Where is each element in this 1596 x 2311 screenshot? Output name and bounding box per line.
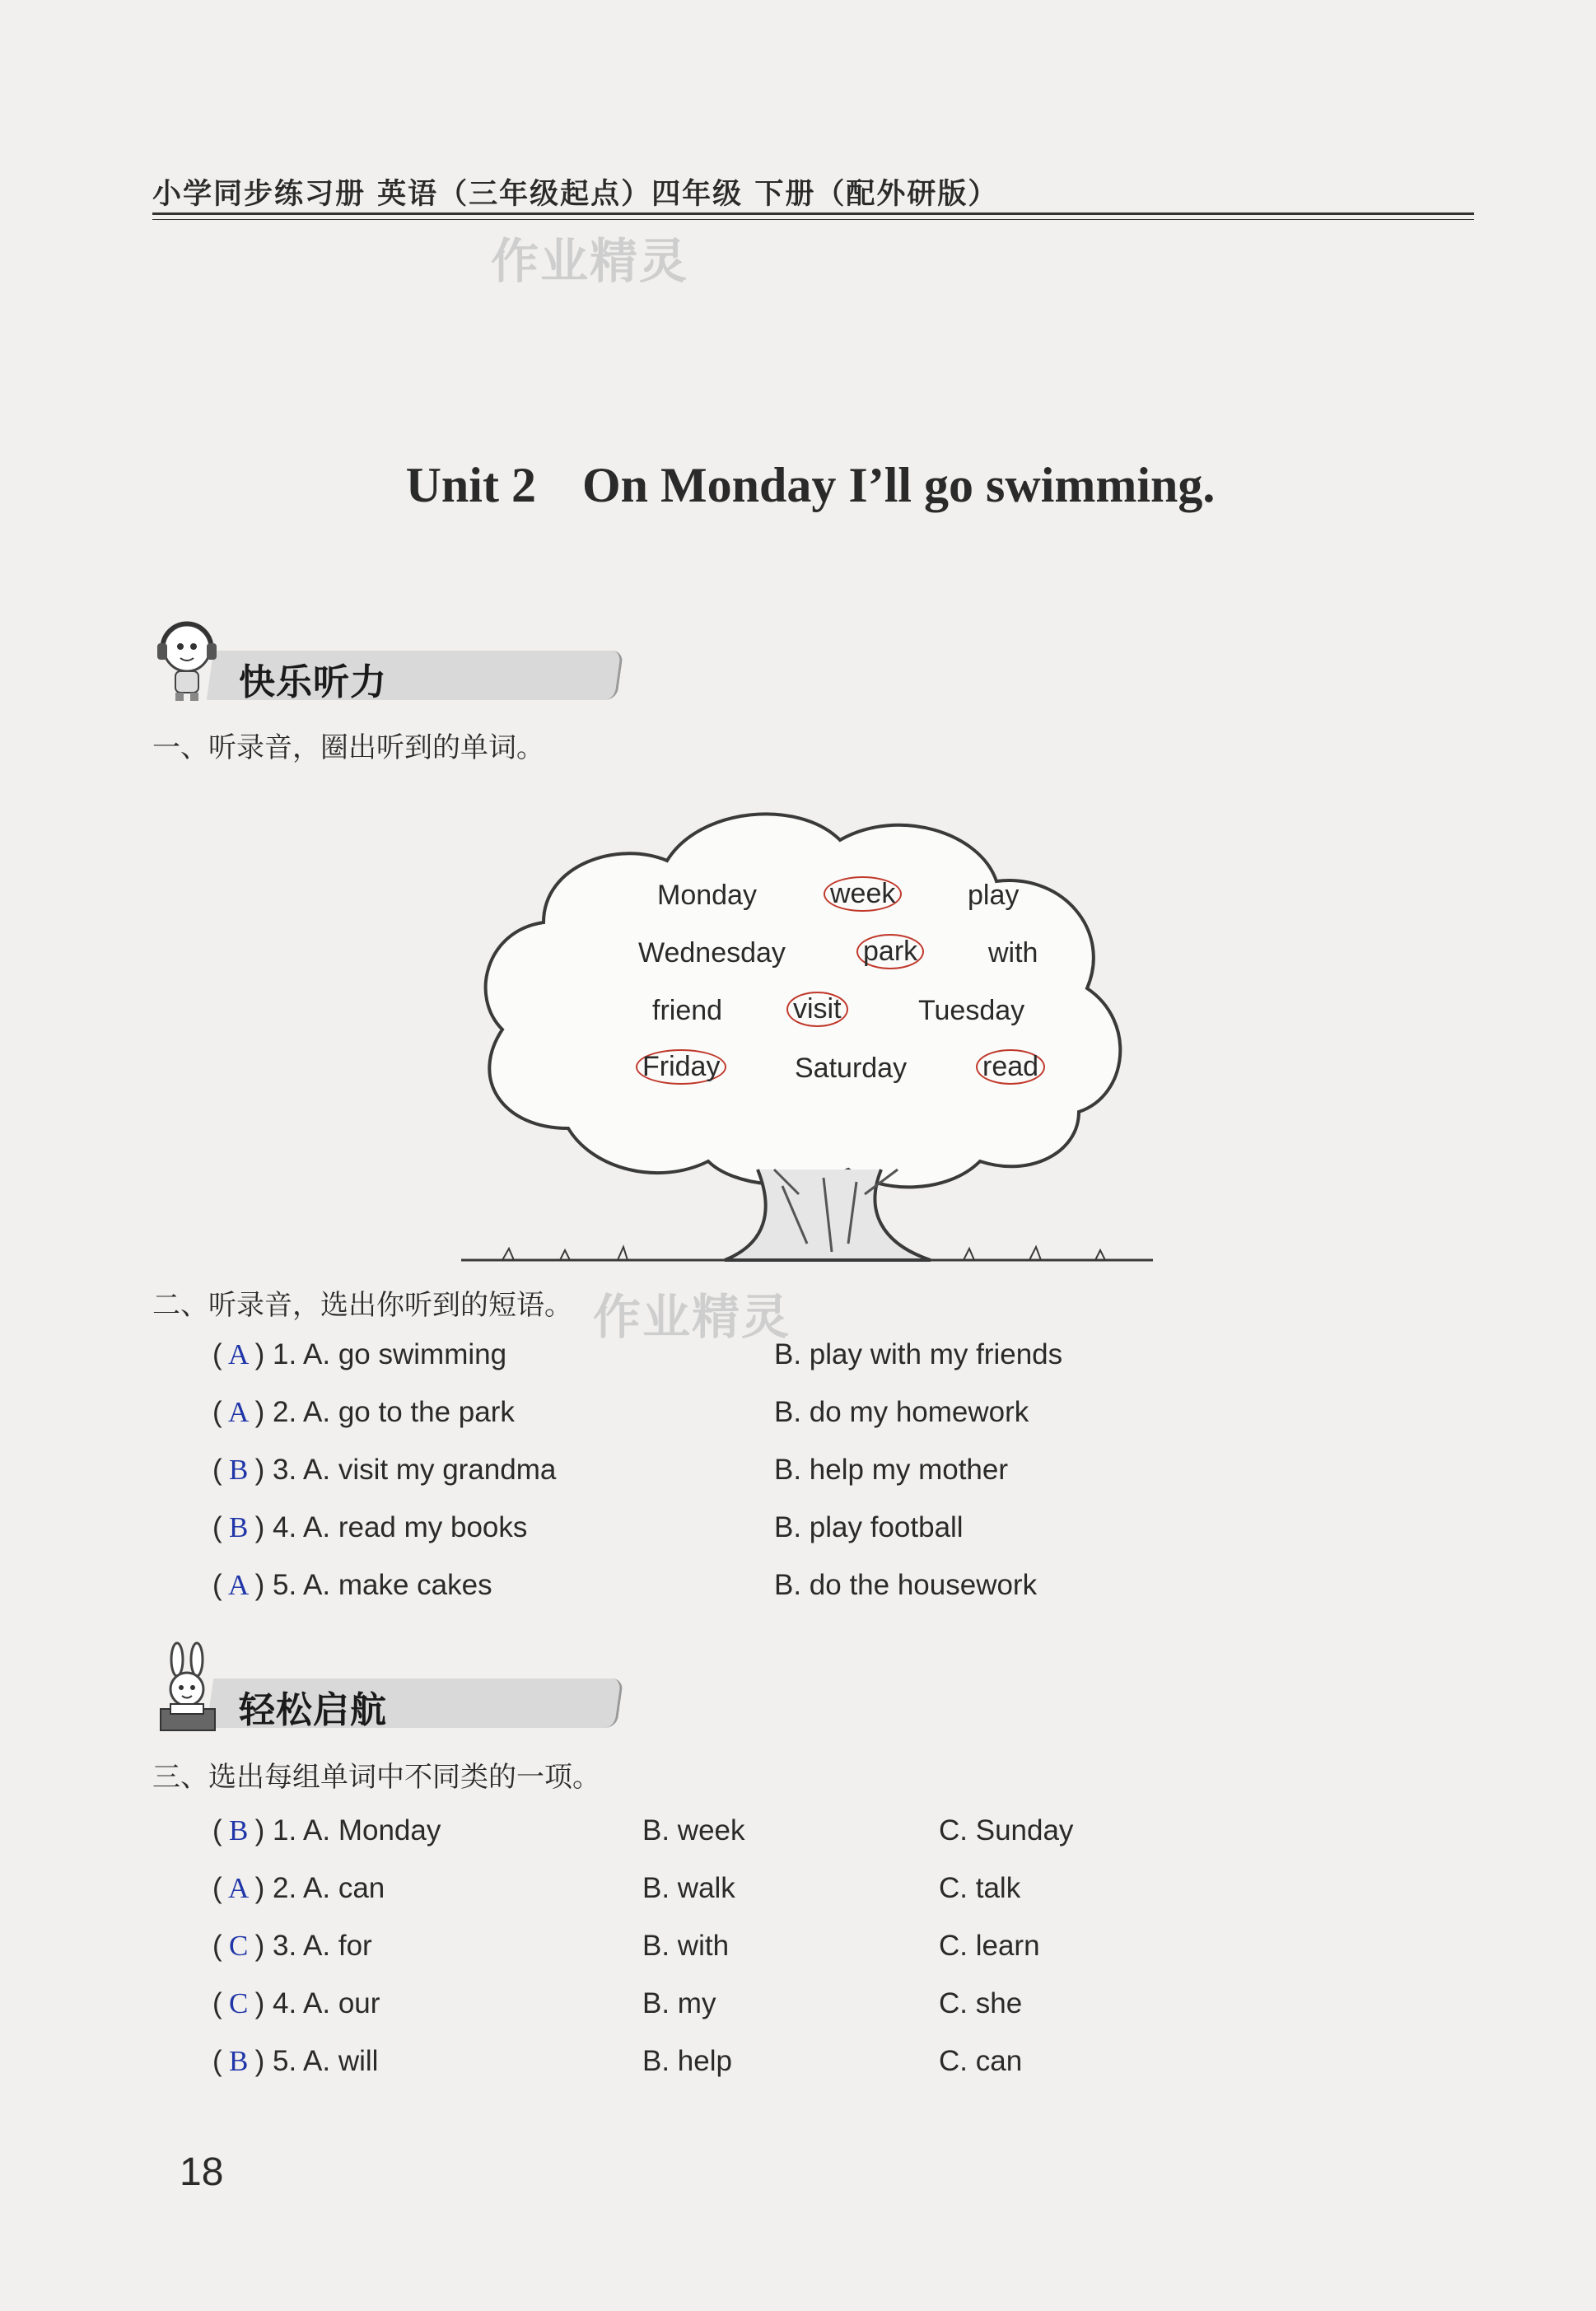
answer-mark: B: [228, 1511, 249, 1543]
item-number: 2.: [273, 1872, 297, 1904]
answer-mark: C: [228, 1987, 249, 2019]
option-a: A. go swimming: [303, 1338, 507, 1370]
part3-item: ( C ) 4. A. our: [212, 1987, 380, 2019]
option-c: C. learn: [939, 1930, 1040, 1962]
answer-mark: A: [228, 1569, 250, 1601]
option-c: C. can: [939, 2045, 1023, 2077]
option-c: C. talk: [939, 1872, 1021, 1904]
tree-word: play: [968, 880, 1020, 911]
rabbit-reading-icon: [152, 1641, 226, 1740]
item-number: 4.: [273, 1987, 297, 2019]
tree-word-circled: park: [856, 934, 924, 969]
watermark: 作业精灵: [491, 233, 689, 289]
item-number: 2.: [273, 1396, 297, 1428]
tree-word-circled: week: [824, 876, 902, 912]
option-b: B. walk: [642, 1872, 735, 1904]
item-number: 1.: [273, 1338, 297, 1370]
option-b: B. week: [642, 1814, 745, 1846]
option-a: A. will: [303, 2045, 379, 2077]
answer-mark: C: [228, 1930, 249, 1962]
page-number: 18: [180, 2150, 224, 2194]
header-rule-thin: [152, 219, 1474, 220]
tree-word: Tuesday: [918, 995, 1025, 1026]
tree-word: with: [988, 937, 1038, 969]
item-number: 4.: [273, 1511, 297, 1543]
unit-number: Unit 2: [405, 458, 536, 512]
tree-word: Monday: [657, 880, 757, 911]
banner-label: 轻松启航: [239, 1689, 387, 1731]
option-c: C. she: [939, 1987, 1023, 2019]
option-a: A. can: [303, 1872, 385, 1904]
option-a: A. go to the park: [303, 1396, 515, 1428]
answer-mark: B: [228, 1454, 249, 1486]
unit-title: [0, 457, 1596, 514]
part3-item: ( B ) 5. A. will: [212, 2045, 379, 2077]
tree-word: Wednesday: [638, 937, 786, 969]
tree-word: Saturday: [795, 1053, 908, 1084]
option-c: C. Sunday: [939, 1814, 1074, 1846]
part3-item: ( C ) 3. A. for: [212, 1930, 372, 1962]
section-banner-start: [152, 1678, 630, 1731]
part2-item: ( B ) 3. A. visit my grandma: [212, 1454, 557, 1486]
option-a: A. our: [303, 1987, 380, 2019]
option-a: A. read my books: [303, 1511, 528, 1543]
tree-word-circled: read: [976, 1049, 1045, 1085]
answer-mark: B: [228, 2045, 249, 2077]
tree-word-circled: Friday: [636, 1049, 726, 1085]
part3-item: ( B ) 1. A. Monday: [212, 1814, 441, 1846]
part1-instruction: 一、听录音，圈出听到的单词。: [152, 731, 544, 764]
item-number: 5.: [273, 2045, 297, 2077]
item-number: 1.: [273, 1814, 297, 1846]
part3-item: ( A ) 2. A. can: [212, 1872, 385, 1904]
option-b: B. play with my friends: [774, 1338, 1063, 1370]
headphone-kid-icon: [152, 614, 226, 708]
tree-word-circled: visit: [786, 992, 848, 1027]
option-b: B. help my mother: [774, 1454, 1008, 1486]
part2-item: ( B ) 4. A. read my books: [212, 1511, 528, 1543]
item-number: 3.: [273, 1930, 297, 1962]
option-a: A. for: [303, 1930, 372, 1962]
option-b: B. with: [642, 1930, 730, 1962]
option-b: B. do my homework: [774, 1396, 1029, 1428]
item-number: 5.: [273, 1569, 297, 1601]
book-header-title: 小学同步练习册 英语（三年级起点）四年级 下册（配外研版）: [152, 178, 999, 211]
option-b: B. help: [642, 2045, 732, 2077]
part2-item: ( A ) 5. A. make cakes: [212, 1569, 492, 1601]
tree-illustration: [453, 782, 1178, 1277]
tree-word: friend: [652, 995, 723, 1026]
option-b: B. do the housework: [774, 1569, 1038, 1601]
header-rule: [152, 212, 1474, 215]
section-banner-listening: [152, 651, 630, 703]
answer-mark: A: [228, 1872, 250, 1904]
option-a: A. Monday: [303, 1814, 441, 1846]
part2-item: ( A ) 1. A. go swimming: [212, 1338, 507, 1370]
part2-instruction: 二、听录音，选出你听到的短语。: [152, 1289, 572, 1322]
option-a: A. visit my grandma: [303, 1454, 557, 1486]
option-b: B. play football: [774, 1511, 964, 1543]
answer-mark: B: [228, 1814, 249, 1846]
part2-item: ( A ) 2. A. go to the park: [212, 1396, 515, 1428]
watermark: 作业精灵: [593, 1289, 791, 1345]
answer-mark: A: [228, 1396, 250, 1428]
option-b: B. my: [642, 1987, 716, 2019]
banner-label: 快乐听力: [239, 661, 387, 703]
part3-instruction: 三、选出每组单词中不同类的一项。: [152, 1761, 600, 1794]
answer-mark: A: [228, 1338, 250, 1370]
option-a: A. make cakes: [303, 1569, 492, 1601]
item-number: 3.: [273, 1454, 297, 1486]
unit-heading: On Monday I’ll go swimming.: [581, 458, 1216, 512]
